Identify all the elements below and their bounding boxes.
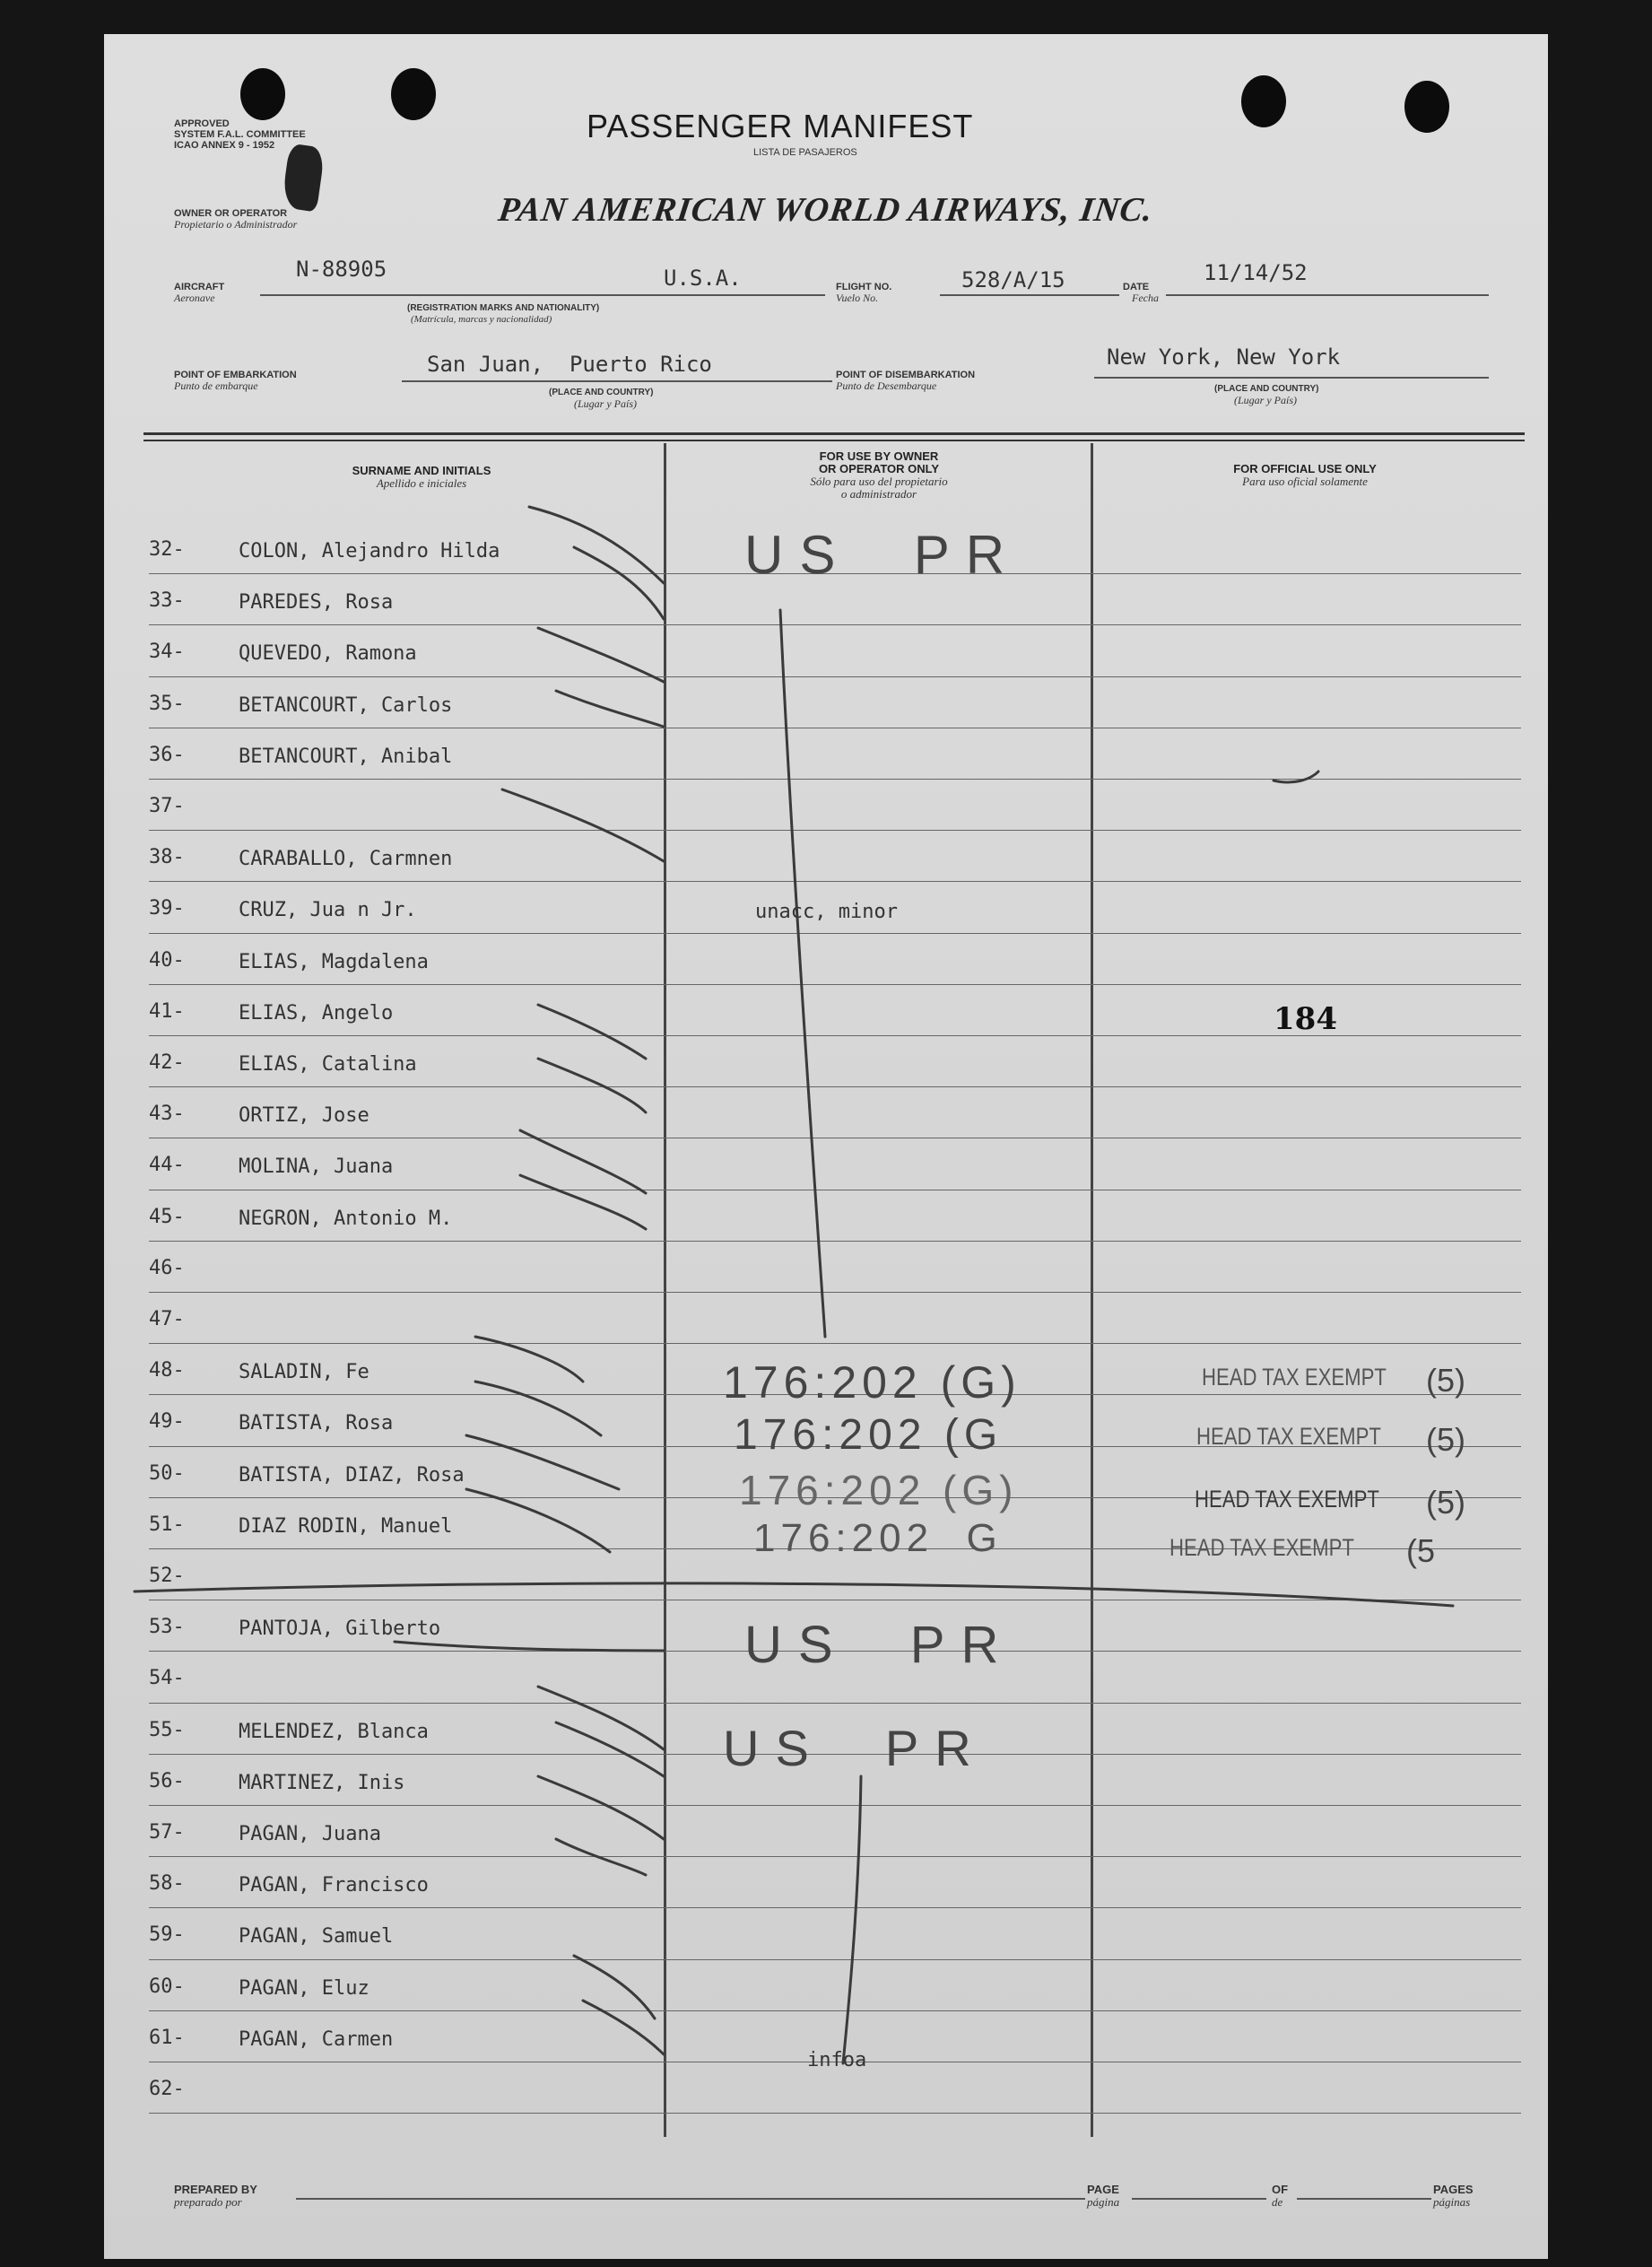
head-tax-stamp-51: HEAD TAX EXEMPT	[1169, 1534, 1354, 1561]
manifest-title: PASSENGER MANIFEST	[587, 108, 974, 144]
embark-place-label-es: (Lugar y País)	[574, 397, 637, 410]
prepared-line	[296, 2198, 1085, 2200]
row-number: 35-	[149, 692, 185, 715]
row-number: 52-	[149, 1565, 185, 1587]
disembark-value: New York, New York	[1107, 344, 1341, 370]
row-number: 55-	[149, 1718, 185, 1741]
row-number: 62-	[149, 2078, 185, 2100]
head-tax-stamp-50: HEAD TAX EXEMPT	[1195, 1486, 1379, 1513]
col2-title-es-1: Sólo para uso del propietario	[810, 475, 948, 488]
embark-place-label: (PLACE AND COUNTRY)	[549, 388, 654, 397]
row-number: 40-	[149, 948, 185, 972]
of-field	[1272, 2184, 1288, 2209]
col3-title: FOR OFFICIAL USE ONLY	[1233, 462, 1377, 475]
prepared-by	[174, 2184, 257, 2209]
row-number: 49-	[149, 1410, 185, 1434]
disembark-label: POINT OF DISEMBARKATION	[836, 370, 976, 380]
flight-label: FLIGHT NO.	[836, 282, 892, 292]
row-number: 33-	[149, 589, 185, 613]
owner-label: OWNER OR OPERATOR	[174, 208, 288, 219]
row-number: 32-	[149, 538, 185, 561]
aircraft-value: N-88905	[296, 257, 387, 282]
row-number: 47-	[149, 1308, 185, 1330]
row-number: 38-	[149, 846, 185, 869]
manifest-title-es: LISTA DE PASAJEROS	[753, 147, 857, 158]
passenger-name: COLON, Alejandro Hilda	[239, 540, 500, 562]
passenger-name: NEGRON, Antonio M.	[239, 1207, 453, 1230]
disembark-place-label: (PLACE AND COUNTRY)	[1214, 384, 1319, 394]
col2-title-es-2: o administrador	[840, 487, 917, 501]
row-number: 60-	[149, 1975, 185, 1998]
passenger-name: BETANCOURT, Carlos	[239, 693, 453, 717]
passenger-name: MELENDEZ, Blanca	[239, 1720, 429, 1743]
operator-note-code-48: 176:202 (G)	[723, 1357, 1022, 1408]
head-tax-stamp-48: HEAD TAX EXEMPT	[1202, 1364, 1387, 1391]
passenger-name: BATISTA, Rosa	[239, 1412, 394, 1435]
row-number: 56-	[149, 1769, 185, 1792]
prepared-label-es: preparado por	[174, 2195, 242, 2209]
passenger-name: PAGAN, Carmen	[239, 2027, 394, 2051]
passenger-name: SALADIN, Fe	[239, 1361, 370, 1384]
date-value: 11/14/52	[1204, 260, 1308, 285]
operator-note-code-50: 176:202 (G)	[739, 1467, 1019, 1513]
passenger-name: PAGAN, Juana	[239, 1823, 381, 1845]
of-label: OF	[1272, 2183, 1289, 2196]
row-number: 43-	[149, 1103, 185, 1126]
passenger-name: ELIAS, Magdalena	[239, 950, 429, 973]
operator-note-us-pr-3: US PR	[723, 1720, 987, 1776]
passenger-name: ELIAS, Angelo	[239, 1001, 394, 1025]
operator-note-us-pr-1: US PR	[744, 525, 1022, 585]
passenger-name: CARABALLO, Carmnen	[239, 848, 453, 871]
row-number: 44-	[149, 1154, 185, 1177]
page-label-es: página	[1087, 2195, 1120, 2209]
disembark-place-label-es: (Lugar y País)	[1234, 394, 1297, 406]
of-label-es: de	[1272, 2195, 1283, 2209]
approved-line-3: ICAO ANNEX 9 - 1952	[174, 140, 275, 151]
passenger-name: MOLINA, Juana	[239, 1155, 394, 1179]
row-number: 39-	[149, 897, 185, 920]
page-line	[1132, 2198, 1266, 2200]
passenger-name: CRUZ, Jua n Jr.	[239, 899, 417, 922]
owner-label-es: Propietario o Administrador	[174, 218, 298, 231]
passenger-name: BETANCOURT, Anibal	[239, 745, 453, 768]
col1-title-es: Apellido e iniciales	[376, 476, 467, 490]
official-stamp-184: 184	[1274, 1001, 1337, 1037]
passenger-name: PANTOJA, Gilberto	[239, 1617, 441, 1641]
nationality-value: U.S.A.	[664, 266, 742, 291]
col3-title-es: Para uso oficial solamente	[1242, 475, 1368, 488]
pages-label: PAGES	[1433, 2183, 1474, 2196]
passenger-name: DIAZ RODIN, Manuel	[239, 1514, 453, 1538]
row-number: 45-	[149, 1205, 185, 1228]
embark-label-es: Punto de embarque	[174, 379, 258, 392]
page-label: PAGE	[1087, 2183, 1119, 2196]
pages-label-es: páginas	[1433, 2195, 1471, 2209]
date-label: DATE	[1123, 282, 1150, 292]
operator-note-code-51: 176:202 G	[753, 1516, 1003, 1560]
head-tax-mark-51: (5	[1406, 1532, 1436, 1569]
row-number: 57-	[149, 1821, 185, 1844]
row-number: 34-	[149, 641, 185, 664]
passenger-name: PAGAN, Francisco	[239, 1874, 429, 1897]
row-number: 58-	[149, 1872, 185, 1896]
head-tax-mark-50: (5)	[1426, 1484, 1465, 1521]
row-number: 59-	[149, 1923, 185, 1947]
approved-line-1: APPROVED	[174, 118, 230, 129]
prepared-label: PREPARED BY	[174, 2183, 257, 2196]
flight-value: 528/A/15	[961, 267, 1065, 292]
of-line	[1297, 2198, 1431, 2200]
passenger-name: PAGAN, Samuel	[239, 1925, 394, 1949]
row-number: 50-	[149, 1461, 185, 1485]
aircraft-label: AIRCRAFT	[174, 282, 225, 292]
row-number: 61-	[149, 2026, 185, 2049]
passenger-name: QUEVEDO, Ramona	[239, 642, 417, 666]
row-number: 54-	[149, 1667, 185, 1690]
pages-field	[1433, 2184, 1474, 2209]
approved-line-2: SYSTEM F.A.L. COMMITTEE	[174, 129, 306, 140]
row-number: 37-	[149, 795, 185, 817]
passenger-name: ELIAS, Catalina	[239, 1053, 417, 1076]
aircraft-label-es: Aeronave	[174, 292, 215, 304]
row-number: 51-	[149, 1513, 185, 1536]
row-number: 46-	[149, 1256, 185, 1279]
col1-title: SURNAME AND INITIALS	[352, 464, 491, 477]
operator-note-code-49: 176:202 (G	[734, 1411, 1004, 1459]
operator-note-unacc: unacc, minor	[755, 901, 898, 923]
operator-note-us-pr-2: US PR	[744, 1616, 1015, 1674]
row-number: 48-	[149, 1359, 185, 1382]
head-tax-mark-48: (5)	[1426, 1362, 1465, 1399]
passenger-name: MARTINEZ, Inis	[239, 1771, 405, 1794]
row-number: 36-	[149, 743, 185, 766]
row-number: 53-	[149, 1616, 185, 1639]
row-number: 41-	[149, 999, 185, 1023]
row-number: 42-	[149, 1051, 185, 1074]
registration-label: (REGISTRATION MARKS AND NATIONALITY)	[407, 303, 600, 313]
embark-value: San Juan, Puerto Rico	[427, 352, 712, 377]
company-name: PAN AMERICAN WORLD AIRWAYS, INC.	[496, 191, 1156, 229]
date-label-es: Fecha	[1132, 292, 1159, 304]
head-tax-stamp-49: HEAD TAX EXEMPT	[1196, 1423, 1381, 1450]
flight-label-es: Vuelo No.	[836, 292, 879, 304]
passenger-name: PAGAN, Eluz	[239, 1976, 370, 2000]
disembark-label-es: Punto de Desembarque	[836, 379, 937, 392]
head-tax-mark-49: (5)	[1426, 1421, 1465, 1458]
registration-label-es: (Matrícula, marcas y nacionalidad)	[411, 314, 552, 325]
embark-label: POINT OF EMBARKATION	[174, 370, 297, 380]
col2-title-2: OR OPERATOR ONLY	[818, 462, 940, 475]
col2-title-1: FOR USE BY OWNER	[819, 449, 939, 463]
passenger-name: ORTIZ, Jose	[239, 1104, 370, 1128]
passenger-name: PAREDES, Rosa	[239, 591, 394, 615]
operator-note-infoa: infoa	[807, 2049, 867, 2071]
passenger-name: BATISTA, DIAZ, Rosa	[239, 1463, 465, 1487]
page-field	[1087, 2184, 1119, 2209]
